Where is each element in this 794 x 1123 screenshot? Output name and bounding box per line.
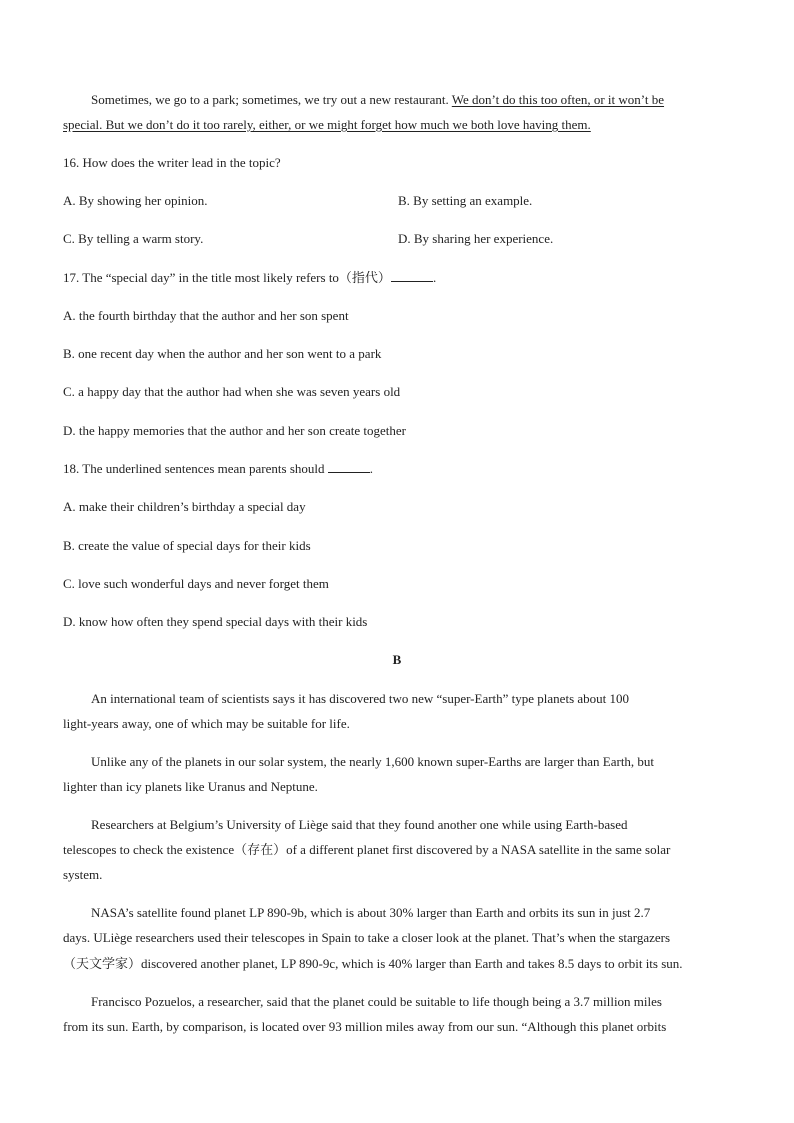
- question-17-stem: [63, 269, 436, 287]
- section-b-heading: B: [392, 652, 402, 667]
- intro-plain-text: Sometimes, we go to a park; sometimes, we try out a new restaurant.: [91, 92, 452, 107]
- q17-stem-text: 17. The “special day” in the title most likely refers to（指代）: [63, 270, 391, 285]
- b-p5-line-2: from its sun. Earth, by comparison, is located over 93 million miles away from our sun. “Although this planet orbits: [63, 1019, 667, 1034]
- q16-option-b: B. By setting an example.: [398, 193, 533, 208]
- q16-option-c: C. By telling a warm story.: [63, 231, 204, 246]
- b-p2-line-2: lighter than icy planets like Uranus and Neptune.: [63, 779, 318, 794]
- q18-option-c: C. love such wonderful days and never forget them: [63, 576, 329, 591]
- q18-option-a: A. make their children’s birthday a special day: [63, 499, 306, 514]
- q18-stem-end: .: [369, 461, 373, 476]
- q17-option-c: C. a happy day that the author had when she was seven years old: [63, 384, 401, 399]
- intro-underlined-text: We don’t do this too often, or it won’t be: [451, 92, 665, 107]
- q17-option-b: B. one recent day when the author and her son went to a park: [63, 346, 382, 361]
- question-18-stem: [63, 460, 373, 478]
- b-p3-line-3: system.: [63, 867, 103, 882]
- question-16-stem: 16. How does the writer lead in the topic?: [63, 155, 281, 170]
- b-p4-line-2: days. ULiège researchers used their telescopes in Spain to take a closer look at the planet. That’s when the stargazers: [63, 930, 671, 945]
- q16-option-d: D. By sharing her experience.: [398, 231, 554, 246]
- intro-line-2: special. But we don’t do it too rarely, either, or we might forget how much we both love having them.: [63, 117, 591, 132]
- b-p4-line-1: NASA’s satellite found planet LP 890-9b, which is about 30% larger than Earth and orbits its sun in just 2.7: [91, 905, 651, 920]
- q17-answer-blank: [391, 270, 433, 282]
- b-p4-line-3: （天文学家）discovered another planet, LP 890-9c, which is 40% larger than Earth and takes 8.5 days to orbit its sun.: [63, 956, 683, 971]
- b-p1-line-1: An international team of scientists says it has discovered two new “super-Earth” type planets about 100: [91, 691, 630, 706]
- q18-option-d: D. know how often they spend special days with their kids: [63, 614, 368, 629]
- intro-line-1: [91, 91, 664, 109]
- b-p2-line-1: Unlike any of the planets in our solar system, the nearly 1,600 known super-Earths are larger than Earth, but: [91, 754, 655, 769]
- b-p3-line-2: telescopes to check the existence（存在）of a different planet first discovered by a NASA satellite in the same solar: [63, 842, 671, 857]
- q18-option-b: B. create the value of special days for their kids: [63, 538, 311, 553]
- b-p3-line-1: Researchers at Belgium’s University of Liège said that they found another one while using Earth-based: [91, 817, 628, 832]
- q16-option-a: A. By showing her opinion.: [63, 193, 208, 208]
- q18-stem-text: 18. The underlined sentences mean parents should: [63, 461, 325, 476]
- b-p5-line-1: Francisco Pozuelos, a researcher, said that the planet could be suitable to life though being a 3.7 million miles: [91, 994, 662, 1009]
- b-p1-line-2: light-years away, one of which may be suitable for life.: [63, 716, 350, 731]
- q17-option-a: A. the fourth birthday that the author and her son spent: [63, 308, 349, 323]
- q18-answer-blank: [328, 461, 370, 473]
- q17-stem-end: .: [432, 270, 437, 285]
- q17-option-d: D. the happy memories that the author and her son create together: [63, 423, 406, 438]
